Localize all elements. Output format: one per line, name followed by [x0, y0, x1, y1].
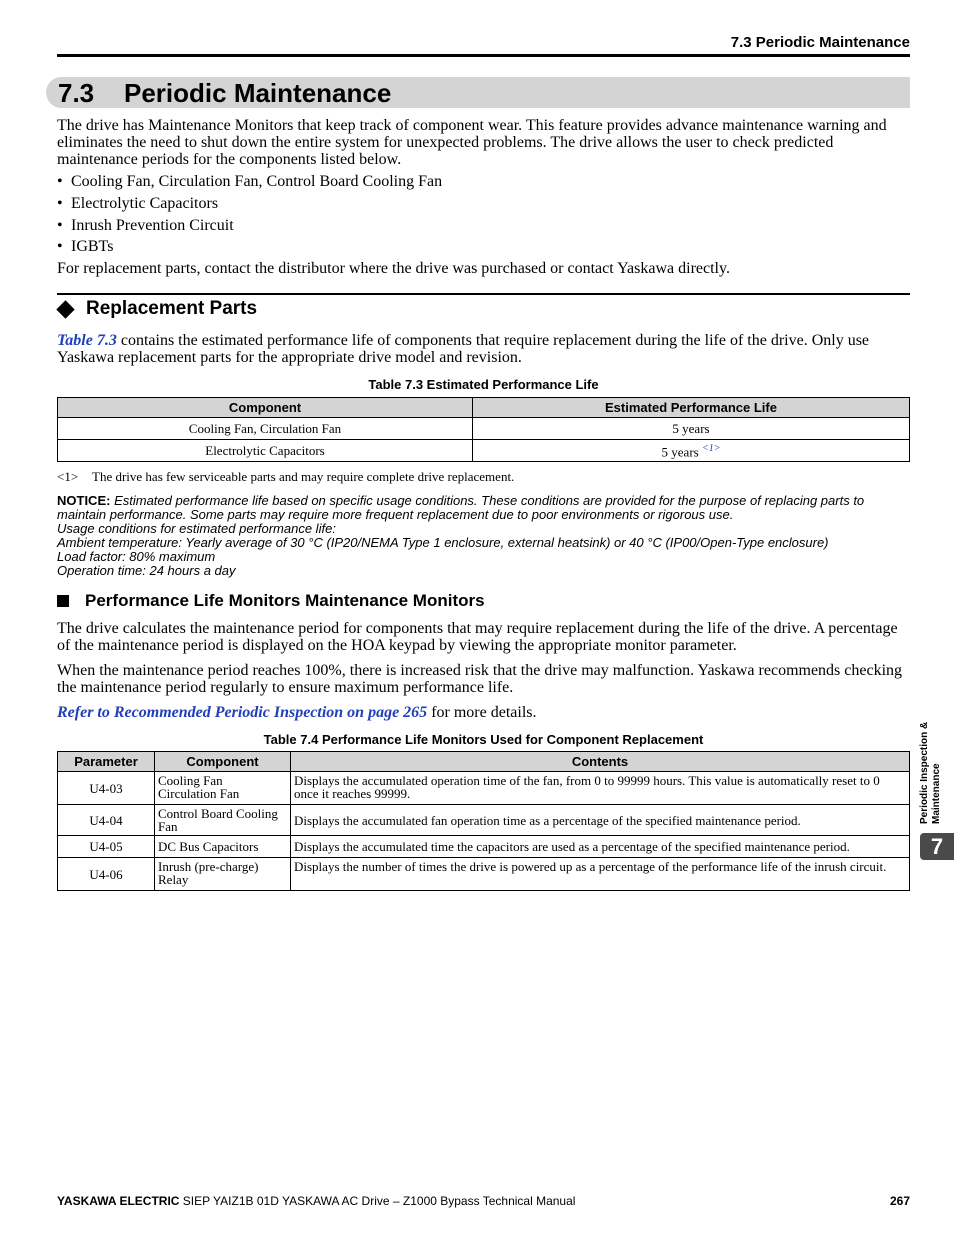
- bullet-glyph: •: [57, 238, 63, 255]
- bullet-item: • Inrush Prevention Circuit: [57, 217, 234, 234]
- table-7-3-caption: Table 7.3 Estimated Performance Life: [368, 377, 599, 392]
- life-cell: 5 years: [473, 418, 910, 440]
- section-title: Periodic Maintenance: [124, 78, 392, 108]
- bullet-item: • Electrolytic Capacitors: [57, 195, 219, 212]
- running-header: 7.3 Periodic Maintenance: [730, 34, 910, 51]
- subsection-rule: [57, 293, 910, 295]
- replacement-paragraph: Table 7.3 contains the estimated performance life of components that require replacement during the life of the drive. Only use Yaskawa replacement parts for the appropriate drive model and revision.: [57, 332, 870, 366]
- contents-cell: Displays the accumulated operation time of the fan, from 0 to 99999 hours. This value is automatically reset to 0 once it reaches 99999.: [291, 772, 910, 805]
- notice-line: Ambient temperature: Yearly average of 30 °C (IP20/NEMA Type 1 enclosure, external heatsink) or 40 °C (IP00/Open-Type enclosure): [57, 535, 829, 550]
- refer-paragraph: Refer to Recommended Periodic Inspection on page 265 for more details.: [57, 704, 537, 721]
- column-header: Contents: [291, 752, 910, 772]
- table-row: [58, 772, 910, 805]
- component-cell: Cooling Fan Circulation Fan: [155, 772, 291, 805]
- column-header: Parameter: [58, 752, 155, 772]
- bullet-glyph: •: [57, 195, 63, 212]
- table-row: [58, 858, 910, 891]
- intro-paragraph: The drive has Maintenance Monitors that keep track of component wear. This feature provides advance maintenance warning and eliminates the need to shut down the entire system for unexpected problems. The drive allows the user to check predicted maintenance periods for the components listed below.: [57, 117, 887, 168]
- chapter-tab: 7: [920, 833, 954, 860]
- table-header-row: [58, 398, 910, 418]
- column-header: Component: [155, 752, 291, 772]
- table-row: [58, 805, 910, 836]
- parameter-cell: U4-03: [58, 772, 155, 805]
- notice-line: Load factor: 80% maximum: [57, 549, 216, 564]
- monitors-paragraph-1: The drive calculates the maintenance period for components that may require replacement during the life of the drive. A percentage of the maintenance period is displayed on the HOA keypad by viewing the appropriate monitor parameter.: [57, 620, 898, 654]
- table-row: [58, 418, 910, 440]
- component-cell: Cooling Fan, Circulation Fan: [58, 418, 473, 440]
- parameter-cell: U4-06: [58, 858, 155, 891]
- footer-doc-title: SIEP YAIZ1B 01D YASKAWA AC Drive – Z1000 Bypass Technical Manual: [179, 1194, 576, 1208]
- square-icon: [57, 595, 69, 607]
- notice-block: NOTICE: Estimated performance life based on specific usage conditions. These conditions are provided for the purpose of replacing parts to maintain performance. Some parts may require more frequent replacement due to poor environments or rigorous use. Usage conditions for estimated performance life: Ambient temperature: Yearly average of 30 °C (IP20/NEMA Type 1 enclosure, external heatsink) or 40 °C (IP00/Open-Type enclosure) Load factor: 80% maximum Operation time: 24 hours a day: [57, 494, 910, 578]
- periodic-inspection-link[interactable]: Refer to Recommended Periodic Inspection on page 265: [57, 704, 428, 721]
- page-number: 267: [889, 1194, 910, 1208]
- monitors-paragraph-2: When the maintenance period reaches 100%, there is increased risk that the drive may malfunction. Yaskawa recommends checking the maintenance period regularly to ensure maximum performance life.: [57, 662, 903, 696]
- replacement-parts-heading: Replacement Parts: [55, 298, 257, 320]
- page-footer: [57, 1194, 910, 1208]
- parameter-cell: U4-05: [58, 836, 155, 858]
- section-number: 7.3: [58, 78, 95, 108]
- life-cell: 5 years $^{<1>}$: [473, 440, 910, 462]
- column-header: Estimated Performance Life: [473, 398, 910, 418]
- notice-line: Operation time: 24 hours a day: [57, 563, 236, 578]
- life-monitors-table: [57, 751, 910, 891]
- table-7-4-caption: Table 7.4 Performance Life Monitors Used for Component Replacement: [263, 732, 704, 747]
- footnote-mark: <1>: [57, 469, 79, 484]
- performance-life-table: [57, 397, 910, 462]
- closing-paragraph: For replacement parts, contact the distributor where the drive was purchased or contact Yaskawa directly.: [57, 260, 730, 277]
- column-header: Component: [58, 398, 473, 418]
- table-7-3-link[interactable]: Table 7.3: [57, 332, 117, 349]
- component-cell: Inrush (pre-charge) Relay: [155, 858, 291, 891]
- notice-label: NOTICE:: [57, 493, 111, 508]
- bullet-item: • IGBTs: [57, 238, 114, 255]
- bullet-glyph: •: [57, 217, 63, 234]
- header-rule: [57, 54, 910, 57]
- footer-brand: YASKAWA ELECTRIC: [57, 1194, 180, 1208]
- table-footnote: <1> The drive has few serviceable parts and may require complete drive replacement.: [57, 469, 515, 484]
- bullet-glyph: •: [57, 173, 63, 190]
- chapter-side-label: Periodic Inspection & Maintenance: [919, 721, 942, 824]
- bullet-item: • Cooling Fan, Circulation Fan, Control Board Cooling Fan: [57, 173, 443, 190]
- contents-cell: Displays the accumulated time the capacitors are used as a percentage of the specified maintenance period.: [291, 836, 910, 858]
- component-cell: DC Bus Capacitors: [155, 836, 291, 858]
- table-row: [58, 836, 910, 858]
- footnote-ref-link[interactable]: <1>: [701, 443, 721, 455]
- parameter-cell: U4-04: [58, 805, 155, 836]
- diamond-icon: [56, 300, 74, 318]
- contents-cell: Displays the number of times the drive is powered up as a percentage of the performance life of the inrush circuit.: [291, 858, 910, 891]
- monitors-heading: Performance Life Monitors Maintenance Monitors: [57, 591, 485, 611]
- contents-cell: Displays the accumulated fan operation time as a percentage of the specified maintenance period.: [291, 805, 910, 836]
- notice-line: Usage conditions for estimated performance life:: [57, 521, 336, 536]
- component-cell: Electrolytic Capacitors: [58, 440, 473, 462]
- component-cell: Control Board Cooling Fan: [155, 805, 291, 836]
- table-header-row: [58, 752, 910, 772]
- table-row: [58, 440, 910, 462]
